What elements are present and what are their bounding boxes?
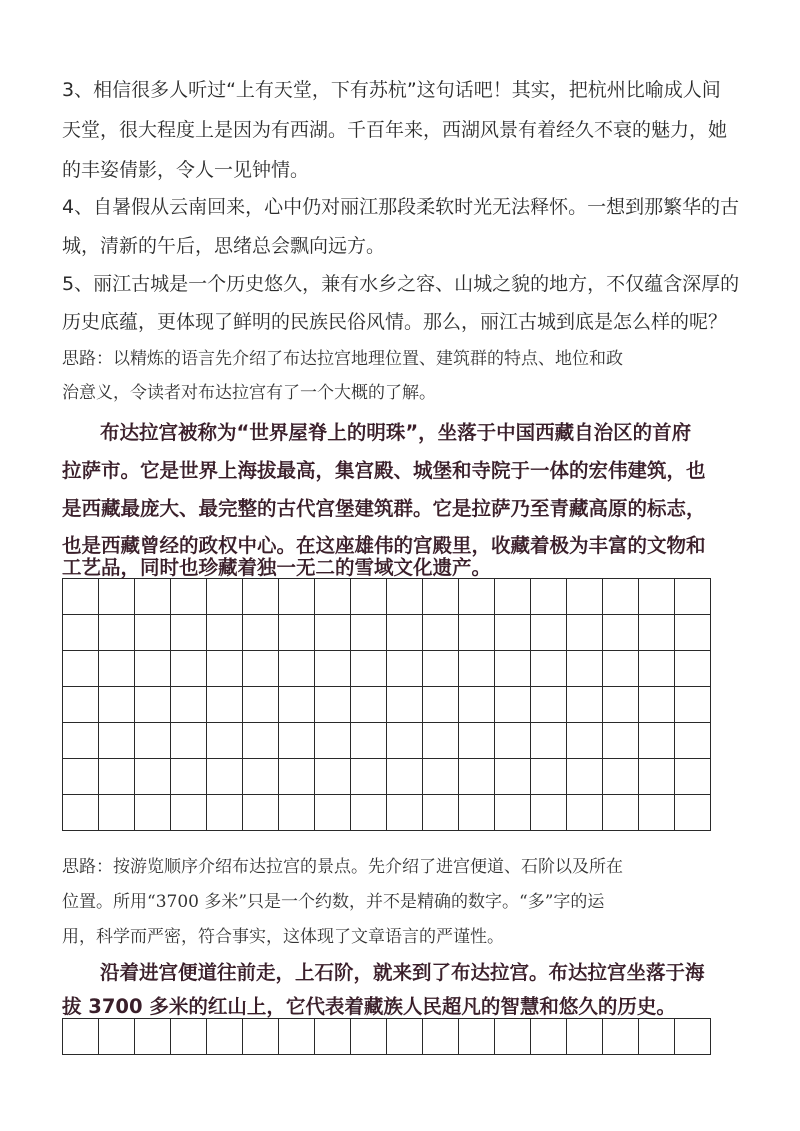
grid-cell[interactable] [135,651,171,687]
writing-grid-1[interactable] [62,578,711,831]
grid-cell[interactable] [567,795,603,831]
grid-cell[interactable] [279,687,315,723]
grid-cell[interactable] [315,1019,351,1055]
item-3-line-3: 的丰姿倩影，令人一见钟情。 [62,159,310,181]
grid-cell[interactable] [63,579,99,615]
passage-1-line-1: 布达拉宫被称为“世界屋脊上的明珠”，坐落于中国西藏自治区的首府 [100,421,692,444]
grid-cell[interactable] [171,687,207,723]
grid-cell[interactable] [495,759,531,795]
grid-cell[interactable] [135,579,171,615]
grid-cell[interactable] [387,687,423,723]
think-note-1-line-1: 思路：以精炼的语言先介绍了布达拉宫地理位置、建筑群的特点、地位和政 [62,349,623,369]
grid-cell[interactable] [243,723,279,759]
grid-cell[interactable] [315,759,351,795]
grid-cell[interactable] [135,1019,171,1055]
grid-row [63,687,711,723]
grid-cell[interactable] [675,651,711,687]
grid-cell[interactable] [171,615,207,651]
grid-cell[interactable] [675,1019,711,1055]
grid-cell[interactable] [423,651,459,687]
grid-cell[interactable] [603,687,639,723]
grid-cell[interactable] [351,615,387,651]
grid-cell[interactable] [99,1019,135,1055]
item-4-line-2: 城，清新的午后，思绪总会飘向远方。 [62,235,386,257]
grid-cell[interactable] [135,687,171,723]
grid-cell[interactable] [387,615,423,651]
passage-2-line-1: 沿着进宫便道往前走，上石阶，就来到了布达拉宫。布达拉宫坐落于海 [100,961,705,984]
grid-cell[interactable] [315,687,351,723]
writing-grid-2[interactable] [62,1018,711,1055]
grid-cell[interactable] [567,759,603,795]
grid-cell[interactable] [495,651,531,687]
grid-cell[interactable] [531,759,567,795]
passage-2-line-2: 拔 3700 多米的红山上，它代表着藏族人民超凡的智慧和悠久的历史。 [62,995,676,1018]
grid-cell[interactable] [387,759,423,795]
grid-cell[interactable] [423,1019,459,1055]
grid-cell[interactable] [99,651,135,687]
grid-cell[interactable] [351,723,387,759]
grid-cell[interactable] [675,723,711,759]
grid-cell[interactable] [315,723,351,759]
grid-cell[interactable] [639,651,675,687]
grid-cell[interactable] [675,687,711,723]
grid-cell[interactable] [567,723,603,759]
think-note-2-line-3: 用，科学而严密，符合事实，这体现了文章语言的严谨性。 [62,927,504,947]
grid-cell[interactable] [243,615,279,651]
grid-cell[interactable] [423,795,459,831]
grid-cell[interactable] [459,759,495,795]
item-5-line-1: 5、丽江古城是一个历史悠久，兼有水乡之容、山城之貌的地方，不仅蕴含深厚的 [62,273,740,295]
grid-cell[interactable] [567,1019,603,1055]
grid-cell[interactable] [495,687,531,723]
grid-cell[interactable] [603,723,639,759]
think-note-1-line-2: 治意义，令读者对布达拉宫有了一个大概的了解。 [62,383,436,403]
grid-cell[interactable] [351,651,387,687]
grid-cell[interactable] [279,723,315,759]
grid-cell[interactable] [531,795,567,831]
grid-cell[interactable] [603,615,639,651]
grid-cell[interactable] [423,759,459,795]
think-note-2-line-2: 位置。所用“3700 多米”只是一个约数，并不是精确的数字。“多”字的运 [62,892,605,912]
grid-cell[interactable] [279,795,315,831]
grid-cell[interactable] [351,579,387,615]
grid-cell[interactable] [135,795,171,831]
grid-cell[interactable] [387,1019,423,1055]
item-4-line-1: 4、自暑假从云南回来，心中仍对丽江那段柔软时光无法释怀。一想到那繁华的古 [62,196,740,218]
grid-cell[interactable] [567,615,603,651]
grid-cell[interactable] [171,759,207,795]
grid-cell[interactable] [459,795,495,831]
grid-cell[interactable] [603,651,639,687]
grid-row [63,615,711,651]
grid-cell[interactable] [351,795,387,831]
grid-cell[interactable] [459,579,495,615]
grid-cell[interactable] [567,651,603,687]
grid-cell[interactable] [315,615,351,651]
grid-cell[interactable] [135,723,171,759]
grid-row [63,759,711,795]
grid-cell[interactable] [495,795,531,831]
grid-cell[interactable] [207,759,243,795]
grid-cell[interactable] [171,795,207,831]
grid-cell[interactable] [423,723,459,759]
grid-row [63,579,711,615]
grid-cell[interactable] [387,795,423,831]
grid-cell[interactable] [639,759,675,795]
grid-cell[interactable] [351,1019,387,1055]
grid-cell[interactable] [531,579,567,615]
grid-cell[interactable] [495,723,531,759]
grid-cell[interactable] [135,615,171,651]
grid-cell[interactable] [675,579,711,615]
grid-cell[interactable] [495,579,531,615]
grid-cell[interactable] [459,651,495,687]
grid-cell[interactable] [459,1019,495,1055]
grid-cell[interactable] [675,795,711,831]
grid-cell[interactable] [171,1019,207,1055]
grid-cell[interactable] [99,759,135,795]
grid-cell[interactable] [243,651,279,687]
grid-cell[interactable] [603,1019,639,1055]
grid-cell[interactable] [603,795,639,831]
grid-cell[interactable] [207,723,243,759]
grid-cell[interactable] [351,759,387,795]
grid-cell[interactable] [315,579,351,615]
passage-1-line-4: 也是西藏曾经的政权中心。在这座雄伟的宫殿里，收藏着极为丰富的文物和 [62,534,706,557]
grid-cell[interactable] [603,759,639,795]
grid-cell[interactable] [675,615,711,651]
grid-cell[interactable] [387,723,423,759]
grid-row [63,723,711,759]
grid-cell[interactable] [639,579,675,615]
grid-cell[interactable] [351,687,387,723]
grid-cell[interactable] [99,579,135,615]
item-3-line-2: 天堂，很大程度上是因为有西湖。千百年来，西湖风景有着经久不衰的魅力，她 [62,119,728,141]
grid-cell[interactable] [639,723,675,759]
grid-cell[interactable] [423,579,459,615]
grid-cell[interactable] [423,687,459,723]
grid-cell[interactable] [207,795,243,831]
grid-cell[interactable] [207,579,243,615]
grid-cell[interactable] [567,579,603,615]
grid-cell[interactable] [63,795,99,831]
grid-cell[interactable] [315,795,351,831]
grid-cell[interactable] [99,615,135,651]
item-3-line-1: 3、相信很多人听过“上有天堂，下有苏杭”这句话吧！其实，把杭州比喻成人间 [62,79,721,101]
passage-1-line-5: 工艺品，同时也珍藏着独一无二的雪域文化遗产。 [62,556,492,579]
grid-row [63,1019,711,1055]
passage-1-line-2: 拉萨市。它是世界上海拔最高，集宫殿、城堡和寺院于一体的宏伟建筑，也 [62,459,706,482]
grid-cell[interactable] [639,615,675,651]
grid-cell[interactable] [603,579,639,615]
grid-cell[interactable] [171,723,207,759]
grid-cell[interactable] [531,687,567,723]
grid-cell[interactable] [171,651,207,687]
grid-cell[interactable] [99,687,135,723]
grid-cell[interactable] [639,687,675,723]
grid-cell[interactable] [531,651,567,687]
grid-cell[interactable] [387,579,423,615]
think-note-2-line-1: 思路：按游览顺序介绍布达拉宫的景点。先介绍了进宫便道、石阶以及所在 [62,857,623,877]
grid-cell[interactable] [279,579,315,615]
grid-cell[interactable] [243,759,279,795]
grid-row [63,795,711,831]
grid-cell[interactable] [495,1019,531,1055]
grid-cell[interactable] [207,1019,243,1055]
grid-cell[interactable] [279,1019,315,1055]
grid-cell[interactable] [207,615,243,651]
grid-cell[interactable] [243,1019,279,1055]
grid-row [63,651,711,687]
grid-cell[interactable] [99,723,135,759]
grid-cell[interactable] [279,759,315,795]
grid-cell[interactable] [63,687,99,723]
grid-cell[interactable] [639,1019,675,1055]
grid-cell[interactable] [207,651,243,687]
grid-cell[interactable] [315,651,351,687]
grid-cell[interactable] [459,723,495,759]
grid-cell[interactable] [243,579,279,615]
grid-cell[interactable] [639,795,675,831]
grid-cell[interactable] [63,651,99,687]
grid-cell[interactable] [63,615,99,651]
grid-cell[interactable] [171,579,207,615]
grid-cell[interactable] [423,615,459,651]
grid-cell[interactable] [279,651,315,687]
grid-cell[interactable] [279,615,315,651]
grid-cell[interactable] [243,795,279,831]
grid-cell[interactable] [63,759,99,795]
grid-cell[interactable] [99,795,135,831]
grid-cell[interactable] [63,723,99,759]
grid-cell[interactable] [459,615,495,651]
grid-cell[interactable] [675,759,711,795]
grid-cell[interactable] [531,723,567,759]
grid-cell[interactable] [63,1019,99,1055]
grid-cell[interactable] [387,651,423,687]
grid-cell[interactable] [459,687,495,723]
grid-cell[interactable] [135,759,171,795]
grid-cell[interactable] [531,1019,567,1055]
passage-1-line-3: 是西藏最庞大、最完整的古代宫堡建筑群。它是拉萨乃至青藏高原的标志， [62,497,706,520]
grid-cell[interactable] [207,687,243,723]
item-5-line-2: 历史底蕴，更体现了鲜明的民族民俗风情。那么，丽江古城到底是怎么样的呢？ [62,311,728,333]
grid-cell[interactable] [243,687,279,723]
grid-cell[interactable] [495,615,531,651]
grid-cell[interactable] [567,687,603,723]
grid-cell[interactable] [531,615,567,651]
